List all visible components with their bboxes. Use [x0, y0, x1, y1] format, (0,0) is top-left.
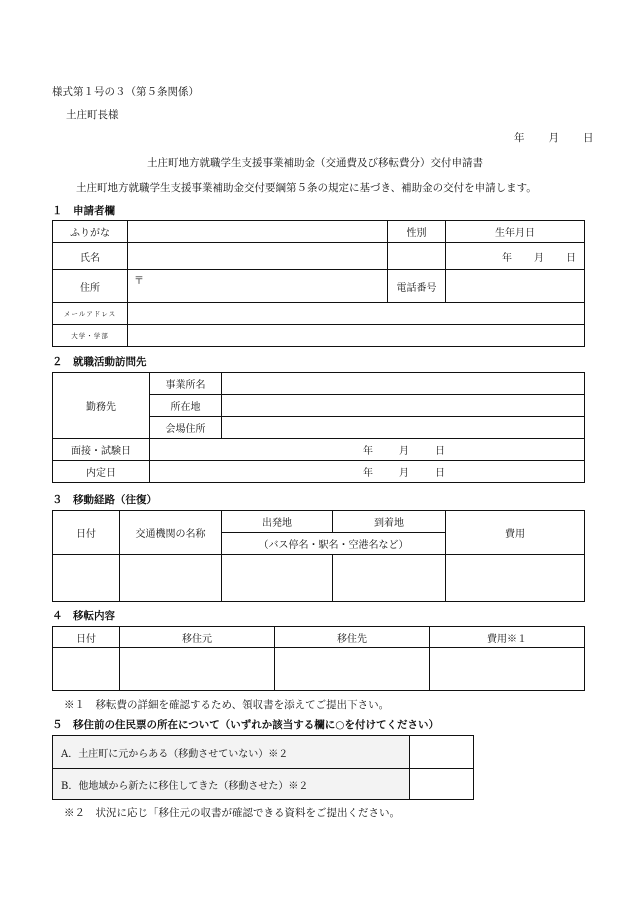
name-field[interactable] — [128, 243, 388, 270]
address-label: 住所 — [53, 270, 128, 303]
birthdate-field[interactable] — [446, 243, 585, 270]
furigana-field[interactable] — [128, 221, 388, 243]
date-day-label: 日 — [583, 132, 594, 144]
offer-year-label: 年 — [363, 468, 373, 479]
transport-field[interactable] — [120, 555, 222, 602]
route-date-header: 日付 — [53, 511, 120, 555]
section3-heading: ３ 移動経路（往復） — [52, 494, 157, 506]
offer-date-label: 内定日 — [53, 461, 150, 483]
birth-day-label: 日 — [566, 252, 576, 264]
date-line — [514, 130, 594, 145]
note-2: ※２ 状況に応じ「移住元の収書が確認できる資料をご提出ください。 — [64, 807, 400, 819]
section1-heading: １ 申請者欄 — [52, 205, 115, 217]
location-label: 所在地 — [150, 395, 222, 417]
date-month-label: 月 — [548, 132, 559, 144]
job-visit-table — [52, 372, 585, 483]
venue-address-label: 会場住所 — [150, 417, 222, 439]
to-field[interactable] — [275, 648, 430, 691]
note-1: ※１ 移転費の詳細を確認するため、領収書を添えてご提出下さい。 — [64, 699, 390, 711]
interview-day-label: 日 — [435, 446, 445, 457]
route-table — [52, 510, 585, 602]
workplace-label: 勤務先 — [53, 373, 150, 439]
offer-date-field[interactable] — [150, 461, 585, 483]
office-name-field[interactable] — [222, 373, 585, 395]
phone-label: 電話番号 — [388, 270, 446, 303]
route-date-field[interactable] — [53, 555, 120, 602]
venue-address-field[interactable] — [222, 417, 585, 439]
section5-heading: ５ 移住前の住民票の所在について（いずれか該当する欄に○を付けてください） — [52, 719, 439, 731]
name-label: 氏名 — [53, 243, 128, 270]
gender-label: 性別 — [388, 221, 446, 243]
intro-text: 土庄町地方就職学生支援事業補助金交付要綱第５条の規定に基づき、補助金の交付を申請します。 — [76, 182, 537, 194]
to-header: 移住先 — [275, 627, 430, 648]
section4-heading: ４ 移転内容 — [52, 610, 115, 622]
form-number: 様式第１号の３（第５条関係） — [52, 86, 199, 98]
birth-month-label: 月 — [534, 252, 544, 264]
email-label: メールアドレス — [53, 303, 128, 325]
address-field[interactable] — [128, 270, 388, 303]
departure-field[interactable] — [222, 555, 333, 602]
furigana-label: ふりがな — [53, 221, 128, 243]
date-year-label: 年 — [514, 132, 525, 144]
from-header: 移住元 — [120, 627, 275, 648]
relocation-cost-field[interactable] — [430, 648, 585, 691]
from-field[interactable] — [120, 648, 275, 691]
office-name-label: 事業所名 — [150, 373, 222, 395]
offer-day-label: 日 — [435, 468, 445, 479]
option-b-label: B．他地域から新たに移住してきた（移動させた）※２ — [53, 769, 410, 800]
addressee: 土庄町長様 — [66, 109, 119, 121]
route-cost-header: 費用 — [446, 511, 585, 555]
residence-table — [52, 735, 474, 800]
birth-year-label: 年 — [502, 252, 512, 264]
applicant-table — [52, 220, 585, 347]
option-a-check[interactable] — [410, 736, 474, 769]
arrival-field[interactable] — [333, 555, 446, 602]
relocation-cost-header: 費用※１ — [430, 627, 585, 648]
gender-field[interactable] — [388, 243, 446, 270]
transport-header: 交通機関の名称 — [120, 511, 222, 555]
interview-date-field[interactable] — [150, 439, 585, 461]
birthdate-label: 生年月日 — [446, 221, 585, 243]
route-cost-field[interactable] — [446, 555, 585, 602]
location-field[interactable] — [222, 395, 585, 417]
option-a-label: A．土庄町に元からある（移動させていない）※２ — [53, 736, 410, 769]
relocation-date-field[interactable] — [53, 648, 120, 691]
postal-mark: 〒 — [134, 276, 144, 287]
interview-month-label: 月 — [399, 446, 409, 457]
university-field[interactable] — [128, 325, 585, 347]
relocation-date-header: 日付 — [53, 627, 120, 648]
section2-heading: ２ 就職活動訪問先 — [52, 356, 147, 368]
university-label: 大学・学部 — [53, 325, 128, 347]
phone-field[interactable] — [446, 270, 585, 303]
offer-month-label: 月 — [399, 468, 409, 479]
form-title: 土庄町地方就職学生支援事業補助金（交通費及び移転費分）交付申請書 — [147, 157, 483, 169]
departure-header: 出発地 — [222, 511, 333, 533]
relocation-table — [52, 626, 585, 691]
interview-date-label: 面接・試験日 — [53, 439, 150, 461]
option-b-check[interactable] — [410, 769, 474, 800]
place-note: （バス停名・駅名・空港名など） — [222, 533, 446, 555]
interview-year-label: 年 — [363, 446, 373, 457]
arrival-header: 到着地 — [333, 511, 446, 533]
email-field[interactable] — [128, 303, 585, 325]
